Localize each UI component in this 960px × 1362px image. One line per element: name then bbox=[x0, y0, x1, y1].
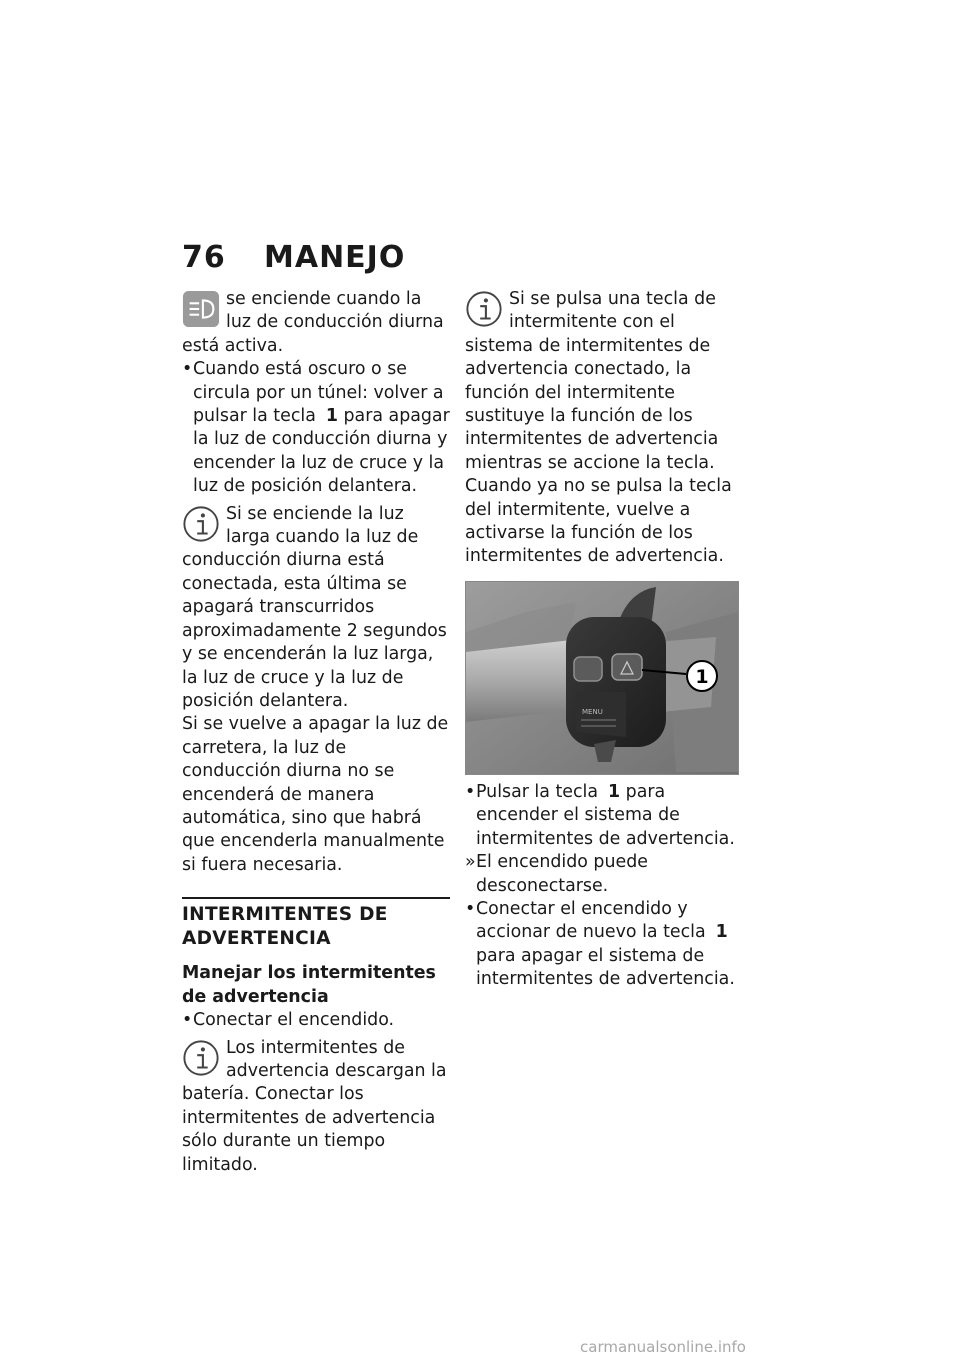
section-title: MANEJO bbox=[264, 240, 406, 275]
result-text: El encendido puede desconectarse. bbox=[476, 852, 648, 896]
callout-number: 1 bbox=[695, 665, 709, 688]
info-text: Si se enciende la luz larga cuando la luz de conducción diurna está conectada, esta última se apagará transcurridos aproximadamente 2 segundos y se encenderán la luz larga, la luz de cruce y la luz de posición delantera. bbox=[182, 503, 447, 711]
list-item-text: Pulsar la tecla bbox=[476, 781, 599, 802]
subsection-heading: Manejar los intermitentes de advertencia bbox=[182, 963, 436, 1008]
result-marker: » bbox=[465, 852, 476, 873]
result-item bbox=[465, 851, 737, 898]
info-icon bbox=[182, 1039, 220, 1077]
daytime-running-light-icon bbox=[182, 290, 220, 328]
info-text: Los intermitentes de advertencia descargan la batería. Conectar los intermitentes de advertencia sólo durante un tiempo limitado. bbox=[182, 1037, 447, 1175]
daylight-paragraph bbox=[182, 288, 450, 358]
list-item-text: para apagar la luz de conducción diurna y encender la luz de cruce y la luz de posición delantera. bbox=[193, 406, 450, 497]
key-number: 1 bbox=[325, 406, 338, 427]
info-text: Si se pulsa una tecla de intermitente con el sistema de intermitentes de advertencia conectado, la función del intermitente sustituye la función de los intermitentes de advertencia mientras se accione la tecla. Cuando ya no se pulsa la tecla del intermitente, vuelve a activarse la función de los intermitentes de advertencia. bbox=[465, 289, 732, 567]
key-number: 1 bbox=[715, 922, 728, 943]
section-heading: INTERMITENTES DE ADVERTENCIA bbox=[182, 904, 388, 950]
list-item-text: Cuando está oscuro o se circula por un túnel: volver a pulsar la tecla bbox=[193, 359, 444, 427]
list-item-text: para apagar el sistema de intermitentes de advertencia. bbox=[476, 945, 735, 990]
list-item bbox=[182, 358, 450, 498]
info-paragraph bbox=[182, 503, 450, 714]
list-item bbox=[465, 781, 737, 851]
section-divider bbox=[182, 897, 450, 899]
daylight-text: se enciende cuando la luz de conducción diurna está activa. bbox=[182, 289, 444, 356]
handlebar-switch-photo bbox=[465, 581, 739, 775]
list-item bbox=[182, 1009, 450, 1032]
list-item bbox=[465, 898, 737, 992]
list-item-text: para encender el sistema de intermitentes de advertencia. bbox=[476, 781, 735, 849]
list-item-text: Conectar el encendido. bbox=[193, 1010, 395, 1031]
info-icon bbox=[465, 290, 503, 328]
info-paragraph bbox=[182, 1037, 450, 1177]
key-number: 1 bbox=[608, 781, 621, 802]
info-icon bbox=[182, 505, 220, 543]
menu-label: MENU bbox=[582, 707, 603, 716]
right-column bbox=[465, 288, 737, 992]
paragraph: Si se vuelve a apagar la luz de carretera, la luz de conducción diurna no se encenderá de manera automática, sino que habrá que encenderla manualmente si fuera necesaria. bbox=[182, 714, 449, 875]
handlebar-switch-illustration bbox=[466, 582, 738, 774]
info-paragraph bbox=[465, 288, 737, 569]
page-number: 76 bbox=[182, 240, 226, 275]
watermark: carmanualsonline.info bbox=[580, 1338, 746, 1356]
list-item-text: Conectar el encendido y accionar de nuevo la tecla bbox=[476, 898, 706, 943]
left-column bbox=[182, 288, 450, 1177]
